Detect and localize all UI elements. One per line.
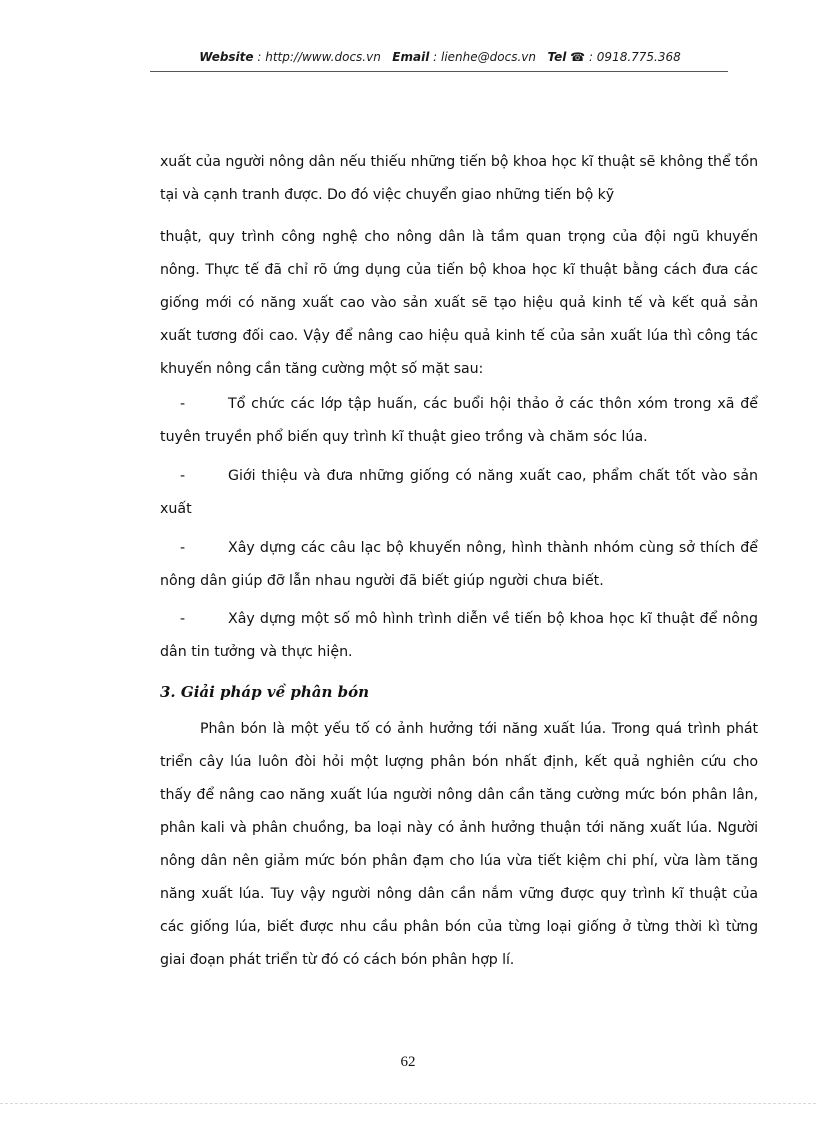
- website-label: Website: [199, 50, 254, 64]
- header-divider: [150, 71, 728, 72]
- telephone-icon: ☎: [570, 50, 586, 64]
- list-item-text: Tổ chức các lớp tập huấn, các buổi hội thảo ở các thôn xóm trong xã để tuyên truyền phổ biến quy trình kĩ thuật gieo trồng và chăm sóc lúa.: [160, 396, 758, 445]
- email-label: Email: [392, 50, 430, 64]
- list-item: [160, 532, 758, 598]
- page-bottom-border: [0, 1103, 816, 1104]
- list-item-text: Giới thiệu và đưa những giống có năng xuất cao, phẩm chất tốt vào sản xuất: [160, 468, 758, 517]
- list-item-text: Xây dựng các câu lạc bộ khuyến nông, hình thành nhóm cùng sở thích để nông dân giúp đỡ lẫn nhau người đã biết giúp người chưa biết.: [160, 540, 758, 589]
- list-item: [160, 603, 758, 669]
- paragraph-continuation: xuất của người nông dân nếu thiếu những tiến bộ khoa học kĩ thuật sẽ không thể tồn tại và cạnh tranh được. Do đó việc chuyển giao những tiến bộ kỹ: [160, 154, 758, 203]
- bullet-dash: -: [180, 396, 186, 412]
- tel-label: Tel: [547, 50, 567, 64]
- paragraph-fertilizer: Phân bón là một yếu tố có ảnh hưởng tới năng xuất lúa. Trong quá trình phát triển cây lúa luôn đòi hỏi một lượng phân bón nhất định, kết quả nghiên cứu cho thấy để nâng cao năng xuất lúa người nông dân cần tăng cường mức bón phân lân, phân kali và phân chuồng, ba loại này có ảnh hưởng thuận tới năng xuất lúa. Người nông dân nên giảm mức bón phân đạm cho lúa vừa tiết kiệm chi phí, vừa làm tăng năng xuất lúa. Tuy vậy người nông dân cần nắm vững được quy trình kĩ thuật của các giống lúa, biết được nhu cầu phân bón của từng loại giống ở từng thời kì từng giai đoạn phát triển từ đó có cách bón phân hợp lí.: [160, 721, 758, 968]
- paragraph-extension-work: thuật, quy trình công nghệ cho nông dân là tầm quan trọng của đội ngũ khuyến nông. Thực tế đã chỉ rõ ứng dụng của tiến bộ khoa học kĩ thuật bằng cách đưa các giống mới có năng xuất cao vào sản xuất sẽ tạo hiệu quả kinh tế và kết quả sản xuất tương đối cao. Vậy để nâng cao hiệu quả kinh tế của sản xuất lúa thì công tác khuyến nông cần tăng cường một số mặt sau:: [160, 229, 758, 377]
- bullet-dash: -: [180, 468, 186, 484]
- section-heading: 3. Giải pháp về phân bón: [160, 683, 369, 701]
- page-header: [150, 50, 730, 64]
- bullet-dash: -: [180, 611, 186, 627]
- email-link[interactable]: : lienhe@docs.vn: [433, 50, 536, 64]
- list-item: [160, 388, 758, 454]
- tel-value: : 0918.775.368: [588, 50, 681, 64]
- list-item: [160, 460, 758, 526]
- page-number: 62: [400, 1054, 416, 1070]
- website-link[interactable]: : http://www.docs.vn: [257, 50, 381, 64]
- list-item-text: Xây dựng một số mô hình trình diễn về tiến bộ khoa học kĩ thuật để nông dân tin tưởng và thực hiện.: [160, 611, 758, 660]
- bullet-dash: -: [180, 540, 186, 556]
